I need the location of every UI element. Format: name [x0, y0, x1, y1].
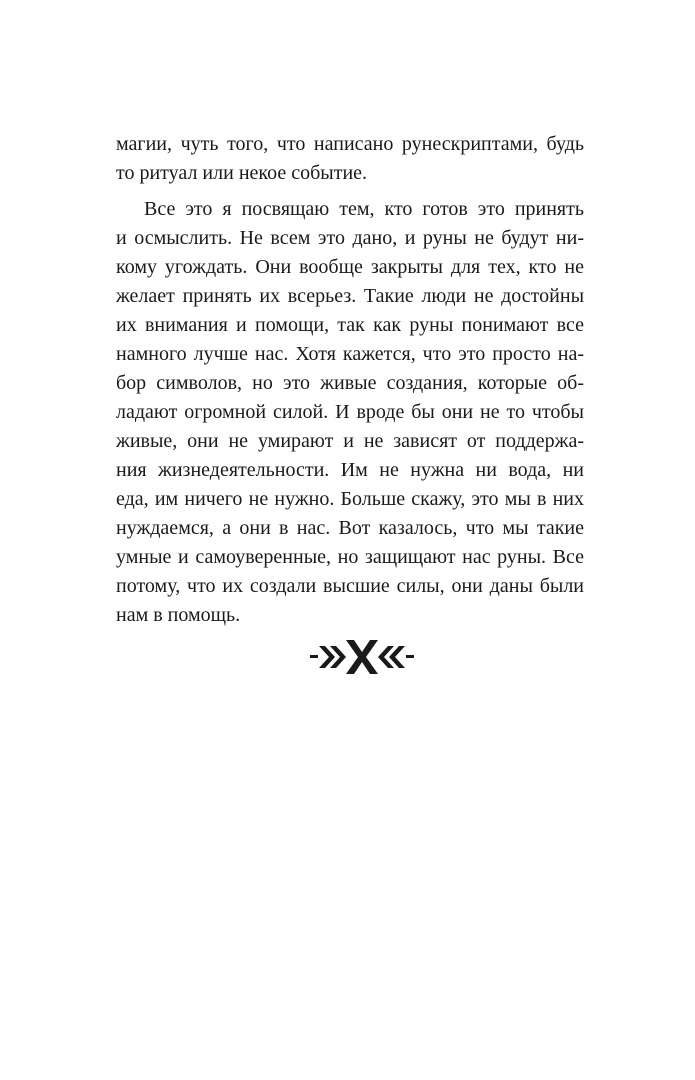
text-line: живые, они не умирают и не зависят от поддержа-	[116, 430, 584, 452]
rune-ornament-icon	[310, 632, 414, 682]
text-line: умные и самоуверенные, но защищают нас руны. Все	[116, 546, 584, 568]
text-line: магии, чуть того, что написано рунескриптами, будь	[116, 133, 584, 155]
text-line: их внимания и помощи, так как руны понимают все	[116, 314, 584, 336]
text-line: намного лучше нас. Хотя кажется, что это просто на-	[116, 343, 584, 365]
text-line: бор символов, но это живые создания, которые об-	[116, 372, 584, 394]
text-line: кому угождать. Они вообще закрыты для тех, кто не	[116, 256, 584, 278]
text-line: Все это я посвящаю тем, кто готов это принять	[144, 198, 584, 220]
text-line: еда, им ничего не нужно. Больше скажу, это мы в них	[116, 488, 584, 510]
text-line: нам в помощь.	[116, 604, 241, 626]
text-line: желает принять их всерьез. Такие люди не достойны	[116, 285, 584, 307]
text-line: потому, что их создали высшие силы, они даны были	[116, 575, 584, 597]
page-text	[116, 130, 584, 630]
text-line: и осмыслить. Не всем это дано, и руны не будут ни-	[116, 227, 584, 249]
text-line: то ритуал или некое событие.	[116, 162, 368, 184]
text-line: ладают огромной силой. И вроде бы они не то чтобы	[116, 401, 584, 423]
text-line: нуждаемся, а они в нас. Вот казалось, что мы такие	[116, 517, 584, 539]
text-line: ния жизнедеятельности. Им не нужна ни вода, ни	[116, 459, 584, 481]
